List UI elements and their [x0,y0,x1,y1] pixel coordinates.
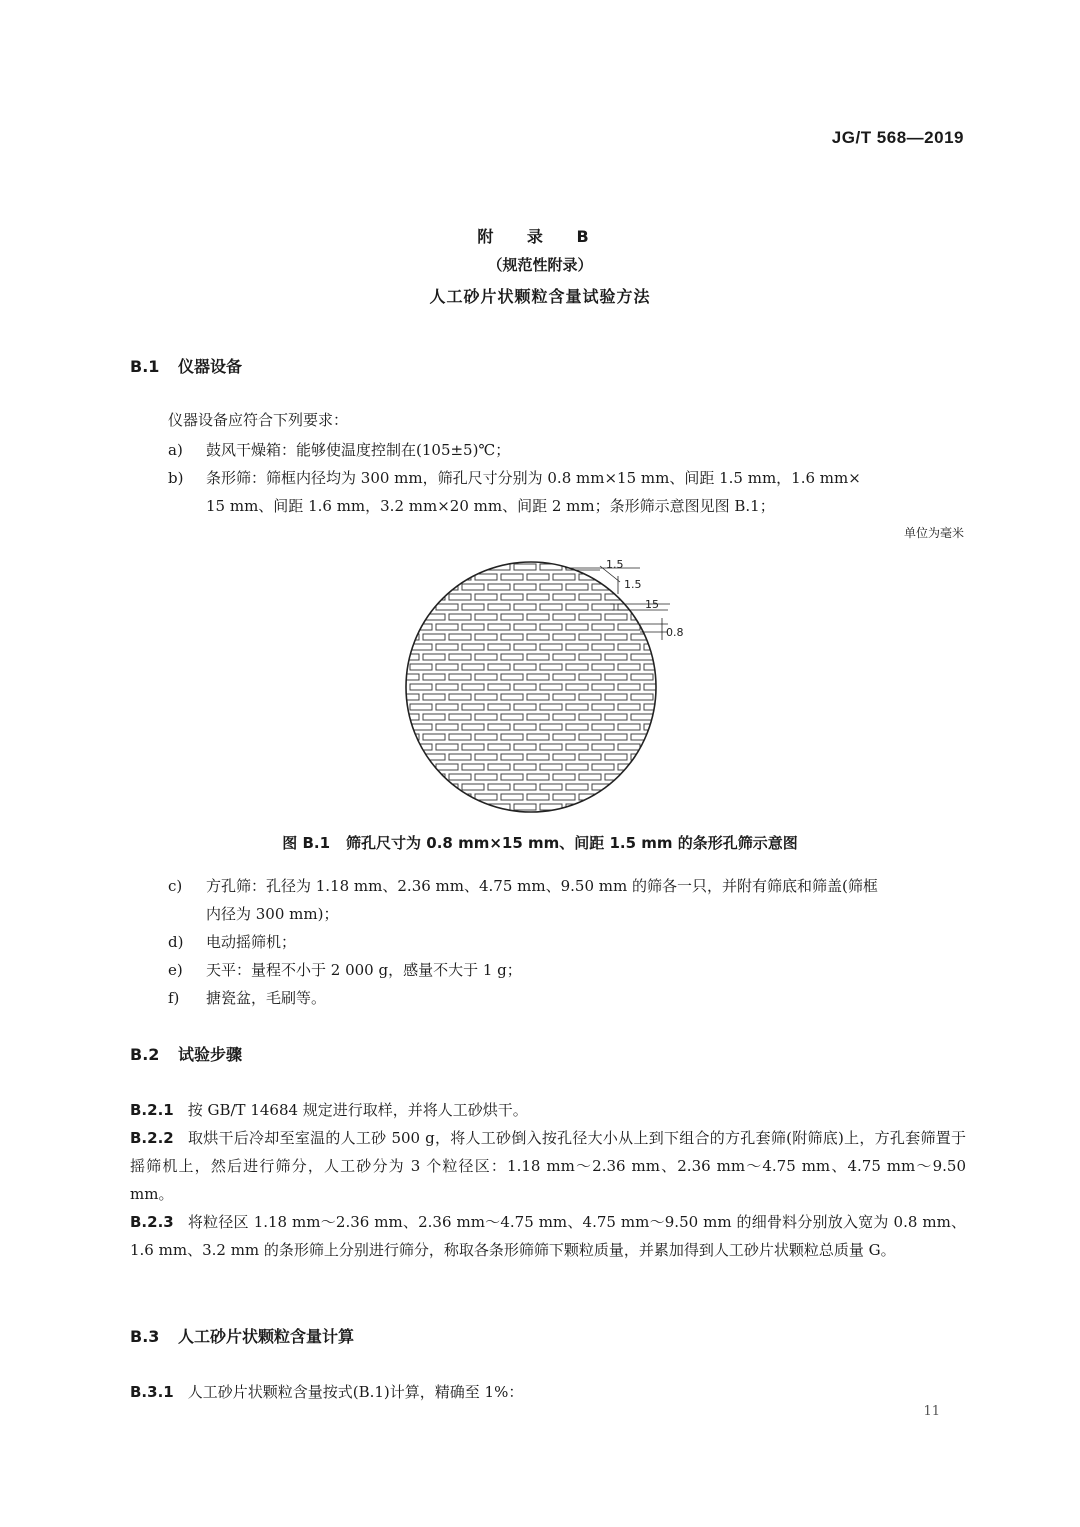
sieve-slot [436,764,458,770]
sieve-slot [462,624,484,630]
sieve-slot [501,714,523,720]
step-number: B.2.2 [130,1129,174,1147]
sieve-slot [410,704,432,710]
sieve-slot [397,674,419,680]
sieve-slot [592,764,614,770]
sieve-slot [553,794,575,800]
sieve-slot [501,634,523,640]
sieve-slot [540,784,562,790]
sieve-slot [644,584,666,590]
sieve-slot [566,584,588,590]
sieve-slot [488,604,510,610]
sieve-slot [514,564,536,570]
sieve-slot [396,604,406,610]
step-number: B.3.1 [130,1383,174,1401]
sieve-slot [488,624,510,630]
sieve-slot [553,754,575,760]
sieve-slot [566,644,588,650]
sieve-slot [553,574,575,580]
sieve-slot [566,724,588,730]
sieve-slot [396,764,406,770]
sieve-slot [566,684,588,690]
list-item-a [168,436,510,464]
sieve-slot [397,754,419,760]
sieve-slot [618,664,640,670]
section-title: 仪器设备 [178,357,243,376]
sieve-slot [566,564,588,570]
dim-label: 1.5 [606,558,624,571]
sieve-slot [475,614,497,620]
sieve-slot [423,734,445,740]
sieve-slot [514,644,536,650]
sieve-slot [397,794,419,800]
list-text: 天平：量程不小于 2 000 g，感量不大于 1 g； [206,961,522,979]
sieve-slot [540,744,562,750]
sieve-slot [397,654,419,660]
sieve-slot [527,634,549,640]
sieve-slot [488,764,510,770]
sieve-slot [605,654,627,660]
sieve-slot [396,724,406,730]
sieve-slot [605,694,627,700]
sieve-slot [514,624,536,630]
sieve-slot [644,644,666,650]
sieve-slot [618,804,640,810]
sieve-slot [501,734,523,740]
sieve-slot [436,564,458,570]
sieve-slot [514,784,536,790]
sieve-slot [514,704,536,710]
dim-label: 0.8 [666,626,684,639]
sieve-slot [644,564,666,570]
sieve-slot [410,584,432,590]
sieve-slot [618,784,640,790]
sieve-slot [579,654,601,660]
sieve-slot [501,694,523,700]
sieve-slot [449,674,471,680]
sieve-slot [475,634,497,640]
sieve-slot [566,804,588,810]
list-item-d [168,928,296,956]
step-b22 [130,1124,966,1208]
sieve-slot [540,584,562,590]
list-text: 鼓风干燥箱：能够使温度控制在(105±5)℃； [206,441,511,459]
sieve-slot [540,644,562,650]
sieve-slot [644,684,666,690]
dim-label: 1.5 [624,578,642,591]
section-title: 试验步骤 [178,1045,243,1064]
sieve-slot [579,674,601,680]
sieve-slot [644,804,666,810]
sieve-slot [410,684,432,690]
list-text: 方孔筛：孔径为 1.18 mm、2.36 mm、4.75 mm、9.50 mm 的筛各一只，并附有筛底和筛盖(筛框 [206,877,878,895]
sieve-slot [462,724,484,730]
sieve-slot [436,804,458,810]
sieve-slot [410,604,432,610]
sieve-slot [501,674,523,680]
sieve-slot [553,714,575,720]
sieve-slot [462,784,484,790]
sieve-slot [605,614,627,620]
sieve-slot [475,574,497,580]
sieve-slot [423,574,445,580]
sieve-slot [514,804,536,810]
sieve-slot [410,784,432,790]
sieve-slot [592,724,614,730]
sieve-slot [488,584,510,590]
list-label: b) [168,469,184,487]
slot-sieve-figure [396,552,696,822]
sieve-slot [592,664,614,670]
list-label: f) [168,989,180,1007]
sieve-slot [579,734,601,740]
appendix-name: 人工砂片状颗粒含量试验方法 [429,287,651,306]
sieve-slot [579,634,601,640]
sieve-slot [488,724,510,730]
list-item-c [168,872,878,900]
sieve-slot [475,754,497,760]
sieve-slot [449,634,471,640]
section-heading-b3 [130,1324,354,1347]
sieve-slot [462,684,484,690]
sieve-slot [436,724,458,730]
sieve-slot [579,754,601,760]
sieve-slot [566,744,588,750]
list-label: d) [168,933,184,951]
sieve-slot [423,654,445,660]
step-text: 取烘干后冷却至室温的人工砂 500 g，将人工砂倒入按孔径大小从上到下组合的方孔套筛(附筛底)上，方孔套筛置于摇筛机上，然后进行筛分，人工砂分为 3 个粒径区：1.18 mm～2.36 mm、2.36 mm～4.75 mm、4.75 mm～9.50 mm。 [130,1129,966,1203]
sieve-slot [579,694,601,700]
sieve-slot [436,664,458,670]
sieve-slot [488,684,510,690]
sieve-slot [644,724,666,730]
sieve-slot [553,674,575,680]
sieve-slot [553,734,575,740]
list-item-b-cont: 15 mm、间距 1.6 mm，3.2 mm×20 mm、间距 2 mm；条形筛示意图见图 B.1； [206,497,775,515]
sieve-slot [644,784,666,790]
sieve-slot [501,594,523,600]
sieve-slot [527,774,549,780]
section-heading-b2 [130,1042,242,1065]
sieve-slot [514,684,536,690]
sieve-slot [579,714,601,720]
sieve-slot [553,594,575,600]
sieve-slot [605,734,627,740]
sieve-slot [462,584,484,590]
dim-label: 15 [645,598,659,611]
sieve-slot [514,664,536,670]
sieve-slot [423,634,445,640]
sieve-slot [475,654,497,660]
list-item-e [168,956,522,984]
sieve-slot [397,594,419,600]
sieve-slot [553,614,575,620]
sieve-slot [423,714,445,720]
sieve-slot [423,694,445,700]
sieve-slot [436,624,458,630]
appendix-title: 附 录 B [477,227,603,246]
sieve-slot [514,724,536,730]
sieve-slot [396,684,406,690]
sieve-slot [397,614,419,620]
sieve-slot [566,604,588,610]
sieve-slot [396,804,406,810]
sieve-slot [436,744,458,750]
sieve-slot [618,624,640,630]
sieve-slot [449,714,471,720]
sieve-slot [514,744,536,750]
sieve-slot [396,644,406,650]
sieve-slot [449,614,471,620]
sieve-slot [462,604,484,610]
sieve-slot [631,674,653,680]
sieve-slot [462,704,484,710]
figure-caption-text: 筛孔尺寸为 0.8 mm×15 mm、间距 1.5 mm 的条形孔筛示意图 [346,834,798,852]
unit-note: 单位为毫米 [903,526,964,540]
step-text: 按 GB/T 14684 规定进行取样，并将人工砂烘干。 [187,1101,528,1119]
sieve-slot [396,564,406,570]
sieve-slot [501,794,523,800]
sieve-slot [397,714,419,720]
sieve-slot [423,794,445,800]
sieve-slot [631,694,653,700]
sieve-slot [631,794,653,800]
sieve-slot [592,684,614,690]
sieve-slot [436,604,458,610]
sieve-slot [644,744,666,750]
sieve-slot [592,804,614,810]
sieve-slot [527,654,549,660]
list-item-f [168,984,326,1012]
sieve-slot [605,634,627,640]
sieve-slot [410,564,432,570]
sieve-slot [618,644,640,650]
sieve-slot [449,654,471,660]
appendix-subtitle: （规范性附录） [487,256,593,274]
sieve-slot [396,744,406,750]
sieve-slot [527,674,549,680]
sieve-slot [475,774,497,780]
sieve-slot [618,724,640,730]
sieve-slot [436,704,458,710]
sieve-slot [488,784,510,790]
list-label: e) [168,961,183,979]
sieve-slot [449,754,471,760]
step-text: 将粒径区 1.18 mm～2.36 mm、2.36 mm～4.75 mm、4.75 mm～9.50 mm 的细骨料分别放入宽为 0.8 mm、1.6 mm、3.2 mm 的条形筛上分别进行筛分，称取各条形筛筛下颗粒质量，并累加得到人工砂片状颗粒总质量 G。 [130,1213,966,1259]
sieve-slot [553,654,575,660]
list-label: a) [168,441,183,459]
sieve-slot [553,774,575,780]
sieve-slot [631,774,653,780]
sieve-slot [644,764,666,770]
step-text: 人工砂片状颗粒含量按式(B.1)计算，精确至 1%： [187,1383,524,1401]
sieve-slot [475,714,497,720]
sieve-slot [501,654,523,660]
sieve-slot [553,694,575,700]
sieve-slot [449,694,471,700]
sieve-slot [553,634,575,640]
sieve-slot [475,694,497,700]
sieve-slot [540,724,562,730]
sieve-slot [605,674,627,680]
sieve-slot [527,574,549,580]
sieve-slot [540,624,562,630]
sieve-slot [592,744,614,750]
sieve-slot [449,594,471,600]
sieve-slot [423,674,445,680]
sieve-slot [527,694,549,700]
sieve-slot [475,594,497,600]
figure-number: 图 B.1 [282,834,331,852]
sieve-slot [579,614,601,620]
step-b31 [130,1378,966,1406]
sieve-slot [579,774,601,780]
figure-caption [0,832,1080,853]
sieve-slot [527,754,549,760]
sieve-slot [579,594,601,600]
sieve-slot [618,744,640,750]
list-text: 条形筛：筛框内径均为 300 mm，筛孔尺寸分别为 0.8 mm×15 mm、间距 1.5 mm，1.6 mm× [206,469,861,487]
sieve-slot [527,614,549,620]
sieve-slot [527,594,549,600]
sieve-slot [501,774,523,780]
page-number: 11 [923,1404,940,1419]
sieve-slot [462,644,484,650]
sieve-slot [592,644,614,650]
sieve-slot [605,754,627,760]
sieve-slot [540,604,562,610]
sieve-slot [449,774,471,780]
sieve-slot [540,664,562,670]
sieve-slot [501,574,523,580]
section-title: 人工砂片状颗粒含量计算 [178,1327,355,1346]
section-number: B.2 [130,1045,160,1064]
sieve-slot [488,664,510,670]
sieve-slot [566,764,588,770]
section-number: B.3 [130,1327,160,1346]
sieve-slot [540,764,562,770]
sieve-slot [631,734,653,740]
sieve-slot [527,794,549,800]
sieve-slot [396,584,406,590]
sieve-slot [488,644,510,650]
sieve-slot [527,714,549,720]
sieve-slot [527,734,549,740]
sieve-slot [618,684,640,690]
sieve-slot [566,704,588,710]
sieve-slot [592,624,614,630]
sieve-slot [566,664,588,670]
sieve-slot [397,694,419,700]
list-text: 搪瓷盆，毛刷等。 [206,989,327,1007]
sieve-slot [631,714,653,720]
list-item-b [168,464,861,492]
sieve-slot [475,794,497,800]
sieve-slots [396,564,666,810]
sieve-slot [396,624,406,630]
sieve-slot [488,744,510,750]
sieve-slot [631,654,653,660]
sieve-slot [410,764,432,770]
sieve-slot [514,584,536,590]
sieve-slot [631,634,653,640]
sieve-slot [396,664,406,670]
standard-code: JG/T 568—2019 [831,128,964,147]
sieve-slot [397,774,419,780]
sieve-slot [462,744,484,750]
sieve-slot [410,664,432,670]
list-text: 电动摇筛机； [206,933,297,951]
sieve-slot [566,624,588,630]
section-number: B.1 [130,357,160,376]
step-b21 [130,1096,966,1124]
sieve-slot [462,764,484,770]
sieve-slot [462,564,484,570]
step-number: B.2.3 [130,1213,174,1231]
sieve-slot [475,734,497,740]
sieve-slot [540,684,562,690]
sieve-slot [566,784,588,790]
sieve-slot [449,734,471,740]
sieve-slot [475,674,497,680]
step-b23 [130,1208,966,1264]
sieve-slot [462,804,484,810]
sieve-slot [514,604,536,610]
sieve-slot [436,684,458,690]
sieve-slot [501,754,523,760]
b1-intro: 仪器设备应符合下列要求： [168,411,349,429]
sieve-slot [436,644,458,650]
section-heading-b1 [130,354,242,377]
sieve-slot [605,714,627,720]
sieve-slot [605,794,627,800]
sieve-slot [396,704,406,710]
sieve-slot [397,574,419,580]
sieve-slot [618,704,640,710]
list-label: c) [168,877,183,895]
sieve-slot [592,704,614,710]
sieve-slot [410,804,432,810]
sieve-slot [592,604,614,610]
sieve-slot [514,764,536,770]
sieve-slot [488,704,510,710]
sieve-slot [396,784,406,790]
sieve-slot [644,624,666,630]
step-number: B.2.1 [130,1101,174,1119]
list-item-c-cont: 内径为 300 mm)； [206,905,339,923]
sieve-slot [540,704,562,710]
sieve-slot [501,614,523,620]
sieve-slot [462,664,484,670]
